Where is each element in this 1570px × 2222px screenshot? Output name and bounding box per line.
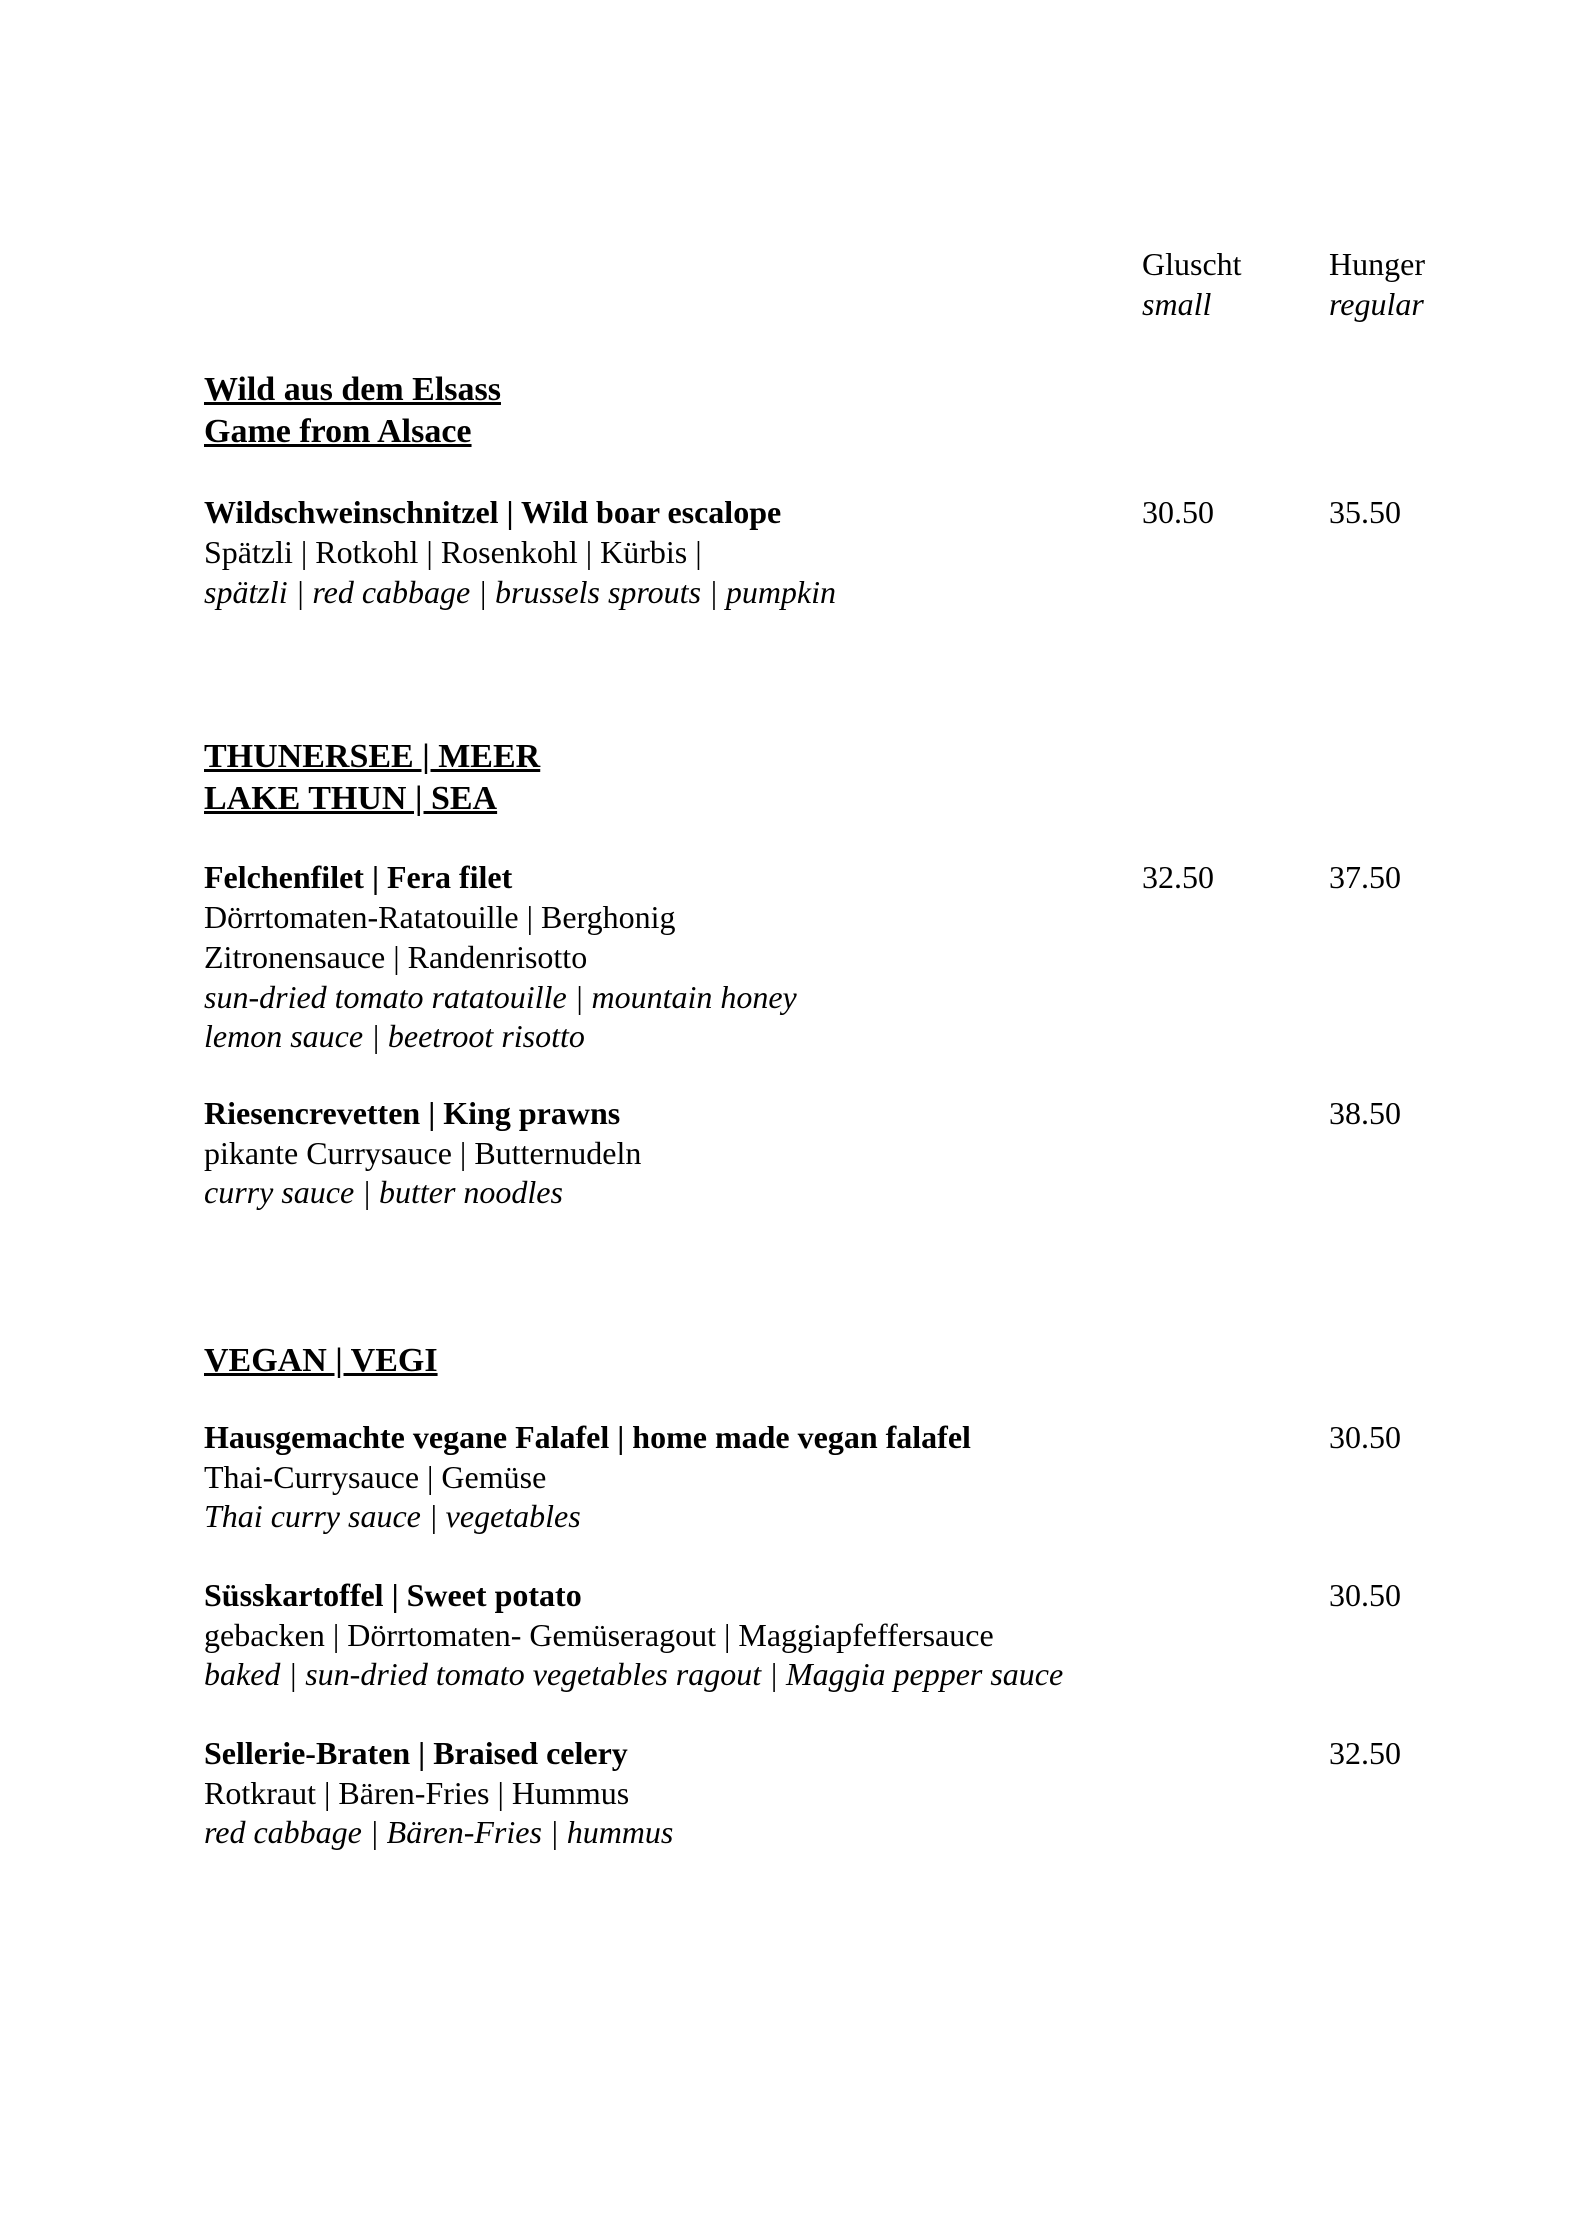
section-title-de: Wild aus dem Elsass <box>204 371 501 408</box>
dish-name: Wildschweinschnitzel | Wild boar escalope <box>204 494 782 530</box>
section-title-de: VEGAN | VEGI <box>204 1342 438 1379</box>
dish-name: Riesencrevetten | King prawns <box>204 1095 621 1131</box>
dish-name: Felchenfilet | Fera filet <box>204 859 513 895</box>
dish-name: Sellerie-Braten | Braised celery <box>204 1735 628 1771</box>
price-regular: 30.50 <box>1329 1419 1401 1455</box>
dish-description-en: red cabbage | Bären-Fries | hummus <box>204 1814 674 1850</box>
dish-description-de: Dörrtomaten-Ratatouille | Berghonig <box>204 899 676 935</box>
section-title-en: Game from Alsace <box>204 413 472 450</box>
price-regular: 37.50 <box>1329 859 1401 895</box>
price-regular: 35.50 <box>1329 494 1401 530</box>
column-header-small-label: Gluscht <box>1142 246 1242 282</box>
column-header-regular-label: Hunger <box>1329 246 1425 282</box>
price-regular: 30.50 <box>1329 1577 1401 1613</box>
dish-description-de: Spätzli | Rotkohl | Rosenkohl | Kürbis | <box>204 534 702 570</box>
column-header-small-sublabel: small <box>1142 286 1212 322</box>
price-small: 32.50 <box>1142 859 1214 895</box>
dish-description-de: Thai-Currysauce | Gemüse <box>204 1459 547 1495</box>
dish-description-en: lemon sauce | beetroot risotto <box>204 1018 585 1054</box>
dish-description-en: Thai curry sauce | vegetables <box>204 1498 581 1534</box>
section-title-en: LAKE THUN | SEA <box>204 780 498 817</box>
dish-description-de: pikante Currysauce | Butternudeln <box>204 1135 642 1171</box>
price-regular: 38.50 <box>1329 1095 1401 1131</box>
column-header-regular-sublabel: regular <box>1329 286 1424 322</box>
price-small: 30.50 <box>1142 494 1214 530</box>
section-title-de: THUNERSEE | MEER <box>204 738 541 775</box>
price-regular: 32.50 <box>1329 1735 1401 1771</box>
dish-description-en: spätzli | red cabbage | brussels sprouts | pumpkin <box>204 574 837 610</box>
dish-name: Hausgemachte vegane Falafel | home made vegan falafel <box>204 1419 971 1455</box>
dish-description-en: sun-dried tomato ratatouille | mountain honey <box>204 979 797 1015</box>
dish-name: Süsskartoffel | Sweet potato <box>204 1577 582 1613</box>
dish-description-en: curry sauce | butter noodles <box>204 1174 563 1210</box>
dish-description-de: gebacken | Dörrtomaten- Gemüseragout | Maggiapfeffersauce <box>204 1617 994 1653</box>
dish-description-en: baked | sun-dried tomato vegetables ragout | Maggia pepper sauce <box>204 1656 1064 1692</box>
dish-description-de: Zitronensauce | Randenrisotto <box>204 939 588 975</box>
dish-description-de: Rotkraut | Bären-Fries | Hummus <box>204 1775 630 1811</box>
